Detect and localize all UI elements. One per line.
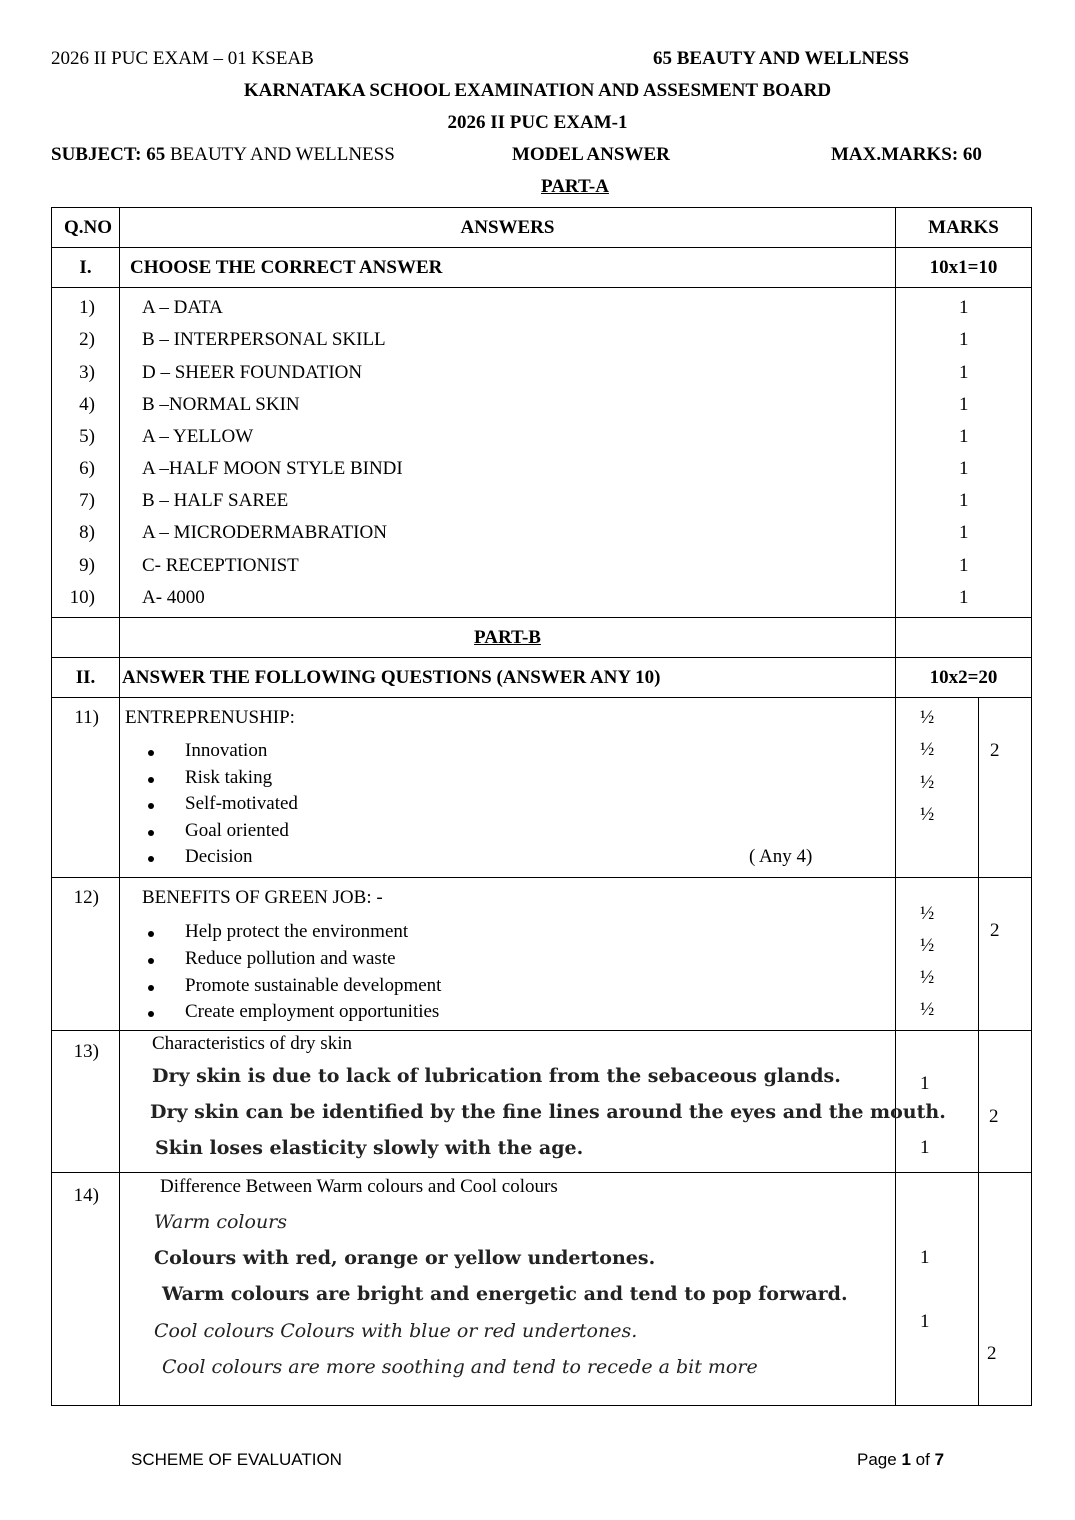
q13-qno (52, 1031, 120, 1173)
list-item: B – HALF SAREE (142, 490, 289, 511)
list-item: ½ (920, 707, 935, 728)
q13-total (979, 1031, 1032, 1173)
bullet-icon (148, 750, 154, 756)
section-1-title: CHOOSE THE CORRECT ANSWER (120, 248, 896, 288)
list-item: Help protect the environment (120, 921, 620, 945)
q14-cool-line-1: Cool colours Colours with blue or red undertones. (154, 1320, 638, 1342)
subject-label: SUBJECT: 65 (51, 144, 166, 165)
bullet-icon (148, 958, 154, 964)
q13-row (52, 1031, 1032, 1173)
list-item: 1 (920, 1247, 930, 1268)
list-item: ½ (920, 935, 935, 956)
q14-sub-marks (896, 1173, 979, 1406)
list-item: D – SHEER FOUNDATION (142, 362, 363, 383)
list-item: 1 (959, 394, 969, 415)
of-word: of (915, 1450, 930, 1469)
page-total: 7 (934, 1450, 945, 1469)
q11-sub-marks (896, 698, 979, 878)
q13-total-value: 2 (989, 1106, 999, 1127)
subject-name: BEAUTY AND WELLNESS (169, 144, 395, 165)
exam-title: 2026 II PUC EXAM-1 (447, 112, 628, 133)
list-item: 1 (959, 329, 969, 350)
q13-answer (120, 1031, 946, 1173)
list-item: B –NORMAL SKIN (142, 394, 300, 415)
list-item: 5) (79, 426, 95, 447)
mcq-qnos (52, 288, 120, 618)
q12-total (979, 878, 1032, 1031)
list-item: A –HALF MOON STYLE BINDI (142, 458, 403, 479)
section-2-title: ANSWER THE FOLLOWING QUESTIONS (ANSWER ANY 10) (120, 658, 896, 698)
mcq-marks (896, 288, 1032, 618)
list-item: B – INTERPERSONAL SKILL (142, 329, 386, 350)
q12-answer (120, 878, 896, 1031)
list-item: ½ (920, 903, 935, 924)
list-item: 10) (69, 587, 95, 608)
q12-total-value: 2 (990, 920, 1000, 941)
q11-row (52, 698, 1032, 878)
q14-answer (120, 1173, 896, 1406)
q13-title: Characteristics of dry skin (152, 1033, 352, 1054)
bullet-icon (148, 1011, 154, 1017)
col-answers: ANSWERS (120, 208, 896, 248)
list-item: 1 (959, 362, 969, 383)
list-item: Risk taking (120, 767, 520, 791)
part-b-empty (52, 618, 120, 658)
list-item: 2) (79, 329, 95, 350)
q11-number: 11) (74, 707, 99, 728)
list-item: ½ (920, 804, 935, 825)
page-number: 1 (901, 1450, 911, 1469)
list-item: 8) (79, 522, 95, 543)
col-qno: Q.NO (52, 208, 120, 248)
q14-title (160, 1176, 558, 1198)
q14-qno (52, 1173, 120, 1406)
page-word: Page (857, 1450, 897, 1469)
list-item: 4) (79, 394, 95, 415)
bullet-icon (148, 856, 154, 862)
table-header-row (52, 208, 1032, 248)
part-b-row (52, 618, 1032, 658)
page-indicator (857, 1450, 944, 1470)
q14-number: 14) (73, 1185, 99, 1206)
part-a-heading: PART-A (541, 176, 609, 197)
list-item: 1 (920, 1073, 930, 1094)
bullet-icon (148, 830, 154, 836)
list-item: 1 (920, 1137, 930, 1158)
q11-title: ENTREPRENUSHIP: (125, 707, 295, 728)
list-item: 1 (959, 522, 969, 543)
q14-total (979, 1173, 1032, 1406)
q12-row (52, 878, 1032, 1031)
q11-answer (120, 698, 896, 878)
list-item: 1 (959, 426, 969, 447)
bullet-icon (148, 985, 154, 991)
q14-total-value: 2 (987, 1343, 997, 1364)
subject-right: 65 BEAUTY AND WELLNESS (653, 48, 910, 69)
list-item: 1 (959, 297, 969, 318)
list-item: 3) (79, 362, 95, 383)
section-2-row (52, 658, 1032, 698)
list-item: 6) (79, 458, 95, 479)
list-item: 1 (959, 587, 969, 608)
answer-table (51, 207, 1032, 1406)
exam-code: 2026 II PUC EXAM – 01 KSEAB (51, 48, 314, 69)
q13-line-1: Dry skin is due to lack of lubrication from the sebaceous glands. (152, 1065, 841, 1087)
list-item: 1 (920, 1311, 930, 1332)
bullet-icon (148, 803, 154, 809)
list-item: Promote sustainable development (120, 975, 620, 999)
q14-title-a: Difference Between (160, 1176, 313, 1197)
board-title: KARNATAKA SCHOOL EXAMINATION AND ASSESMENT BOARD (243, 80, 832, 101)
list-item: 9) (79, 555, 95, 576)
q14-warm-head: Warm colours (154, 1211, 288, 1233)
q11-total-value: 2 (990, 740, 1000, 761)
list-item: 1 (959, 555, 969, 576)
part-b-marks-empty (896, 618, 1032, 658)
q14-warm-line-2: Warm colours are bright and energetic and tend to pop forward. (162, 1283, 848, 1305)
q14-title-b: Warm colours and Cool colours (316, 1176, 558, 1197)
list-item: C- RECEPTIONIST (142, 555, 299, 576)
list-item: 1) (79, 297, 95, 318)
section-2-marks: 10x2=20 (896, 658, 1032, 698)
part-b-heading (120, 618, 896, 658)
q14-warm-line-1: Colours with red, orange or yellow undertones. (154, 1247, 656, 1269)
list-item: 1 (959, 490, 969, 511)
col-marks: MARKS (896, 208, 1032, 248)
list-item: Create employment opportunities (120, 1001, 620, 1025)
q12-qno (52, 878, 120, 1031)
list-item: Reduce pollution and waste (120, 948, 620, 972)
subject-line (51, 144, 395, 166)
q12-title: BENEFITS OF GREEN JOB: - (142, 887, 383, 908)
list-item: ½ (920, 967, 935, 988)
list-item: A – MICRODERMABRATION (142, 522, 387, 543)
q11-total (979, 698, 1032, 878)
q14-row (52, 1173, 1032, 1406)
bullet-icon (148, 777, 154, 783)
list-item: Goal oriented (120, 820, 520, 844)
q14-cool-line-2: Cool colours are more soothing and tend to recede a bit more (162, 1356, 758, 1378)
list-item: A – DATA (142, 297, 223, 318)
list-item: 1 (959, 458, 969, 479)
list-item: Innovation (120, 740, 520, 764)
footer-left: SCHEME OF EVALUATION (131, 1450, 342, 1469)
q12-sub-marks (896, 878, 979, 1031)
q11-note: ( Any 4) (749, 846, 813, 867)
section-1-marks: 10x1=10 (896, 248, 1032, 288)
q13-sub-marks (896, 1031, 979, 1173)
list-item: ½ (920, 999, 935, 1020)
part-b-label: PART-B (474, 626, 541, 648)
max-marks: MAX.MARKS: 60 (831, 144, 982, 165)
list-item: ½ (920, 739, 935, 760)
q13-line-3: Skin loses elasticity slowly with the age. (155, 1137, 584, 1159)
list-item: Decision (120, 846, 520, 870)
list-item: 7) (79, 490, 95, 511)
q12-number: 12) (73, 887, 99, 908)
mcq-row (52, 288, 1032, 618)
q13-line-2: Dry skin can be identified by the fine lines around the eyes and the mouth. (150, 1101, 946, 1123)
list-item: A- 4000 (142, 587, 205, 608)
list-item: Self-motivated (120, 793, 520, 817)
bullet-icon (148, 931, 154, 937)
list-item: A – YELLOW (142, 426, 254, 447)
q11-qno (52, 698, 120, 878)
model-answer: MODEL ANSWER (512, 144, 670, 165)
q13-number: 13) (73, 1041, 99, 1062)
mcq-answers (120, 288, 896, 618)
section-2-num: II. (52, 658, 120, 698)
section-1-num: I. (52, 248, 120, 288)
section-1-row (52, 248, 1032, 288)
list-item: ½ (920, 772, 935, 793)
